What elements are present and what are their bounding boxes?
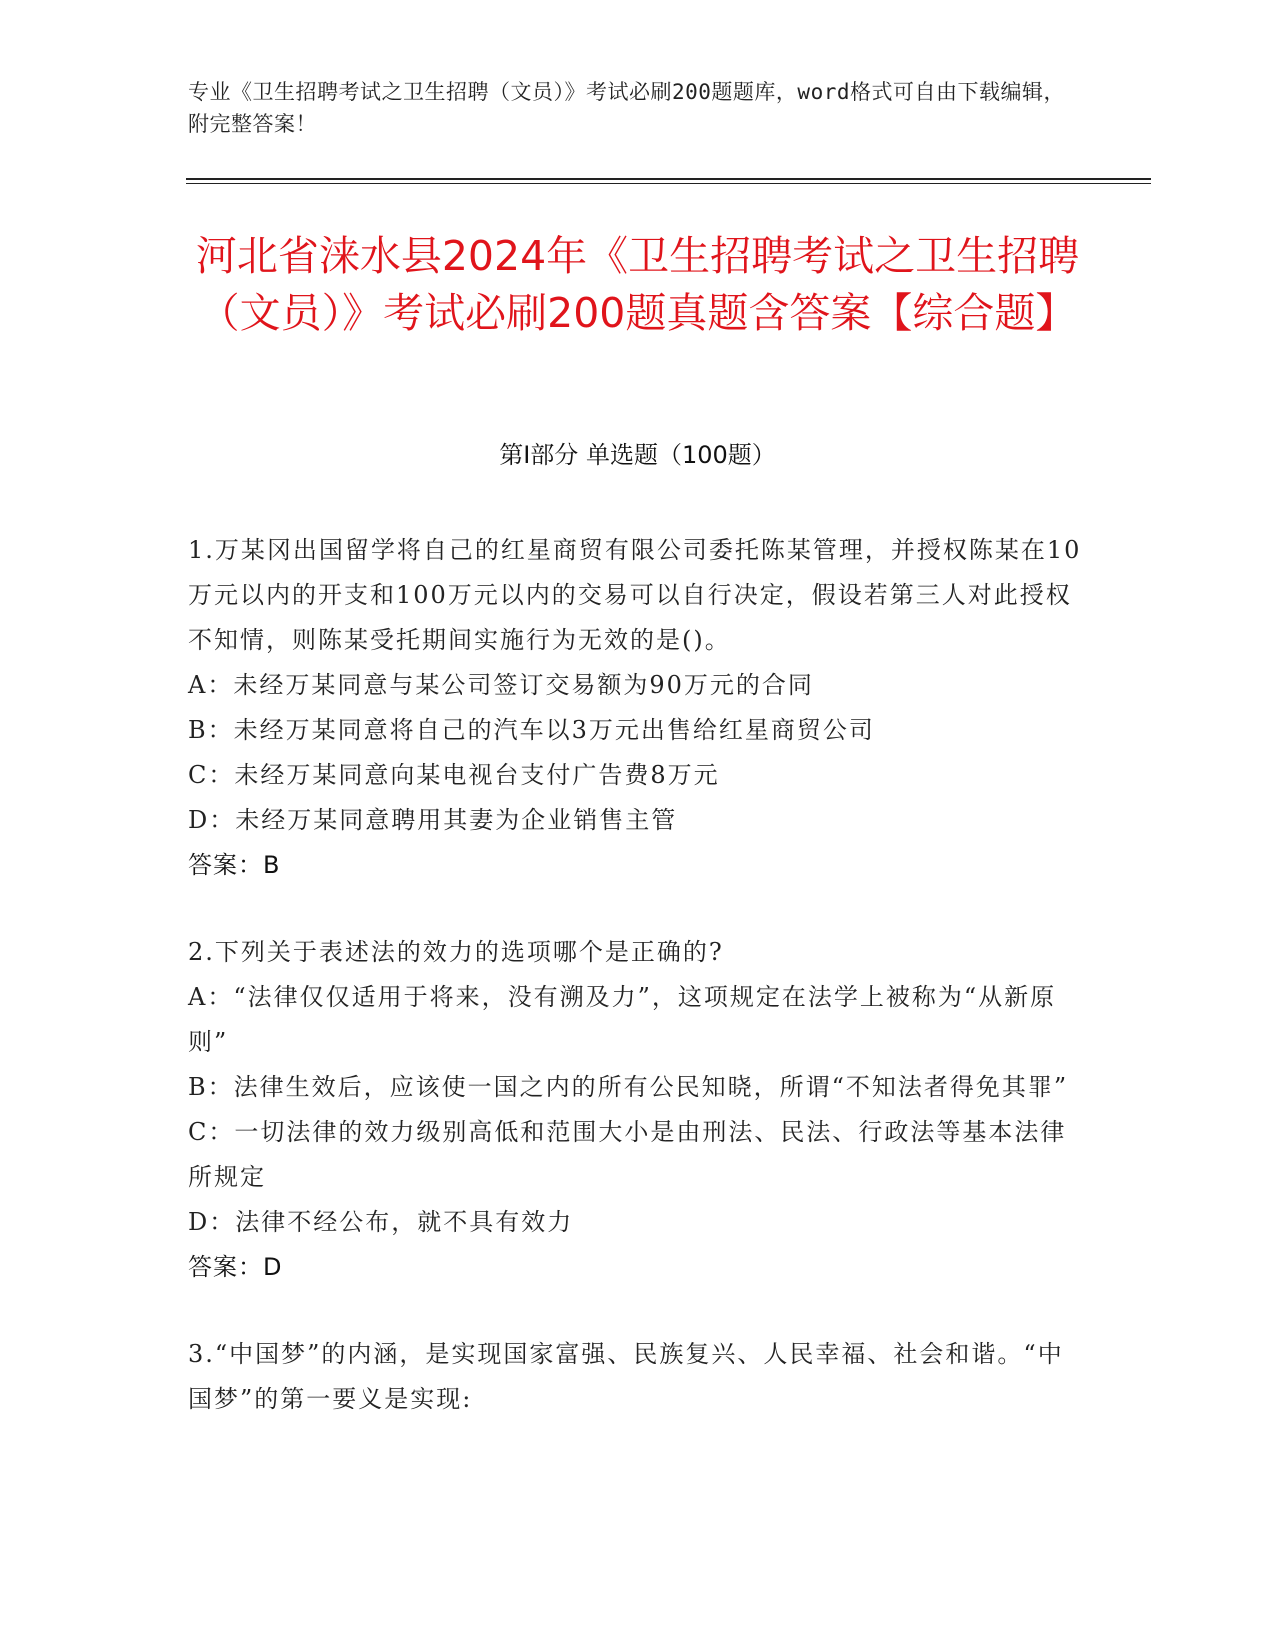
option-c: C：一切法律的效力级别高低和范围大小是由刑法、民法、行政法等基本法律所规定 (188, 1118, 1067, 1191)
option-a: A：未经万某同意与某公司签订交易额为90万元的合同 (188, 671, 814, 699)
document-title: 河北省涞水县2024年《卫生招聘考试之卫生招聘（文员）》考试必刷200题真题含答案【综合题】 (195, 232, 1080, 337)
question-stem: 1.万某冈出国留学将自己的红星商贸有限公司委托陈某管理，并授权陈某在10万元以内的开支和100万元以内的交易可以自行决定，假设若第三人对此授权不知情，则陈某受托期间实施行为无效的是()。 (188, 536, 1082, 654)
option-b: B：法律生效后，应该使一国之内的所有公民知晓，所谓“不知法者得免其罪” (188, 1073, 1069, 1101)
question-3 (188, 1332, 1088, 1422)
question-1 (188, 528, 1088, 888)
header-divider (186, 178, 1151, 180)
option-c: C：未经万某同意向某电视台支付广告费8万元 (188, 761, 720, 789)
option-a: A：“法律仅仅适用于将来，没有溯及力”，这项规定在法学上被称为“从新原则” (188, 983, 1057, 1056)
option-d: D：法律不经公布，就不具有效力 (188, 1208, 574, 1236)
header-note: 专业《卫生招聘考试之卫生招聘（文员）》考试必刷200题题库，word格式可自由下载编辑，附完整答案！ (188, 80, 1065, 136)
header-divider-thin (186, 183, 1151, 184)
answer-label: 答案：B (188, 851, 281, 879)
question-stem: 2.下列关于表述法的效力的选项哪个是正确的? (188, 938, 724, 966)
question-stem: 3.“中国梦”的内涵，是实现国家富强、民族复兴、人民幸福、社会和谐。“中国梦”的第一要义是实现: (188, 1340, 1064, 1413)
option-b: B：未经万某同意将自己的汽车以3万元出售给红星商贸公司 (188, 716, 875, 744)
answer-label: 答案：D (188, 1253, 283, 1281)
question-2 (188, 930, 1088, 1290)
section-heading: 第I部分 单选题（100题） (499, 441, 776, 469)
option-d: D：未经万某同意聘用其妻为企业销售主管 (188, 806, 678, 834)
question-list (188, 528, 1088, 1464)
